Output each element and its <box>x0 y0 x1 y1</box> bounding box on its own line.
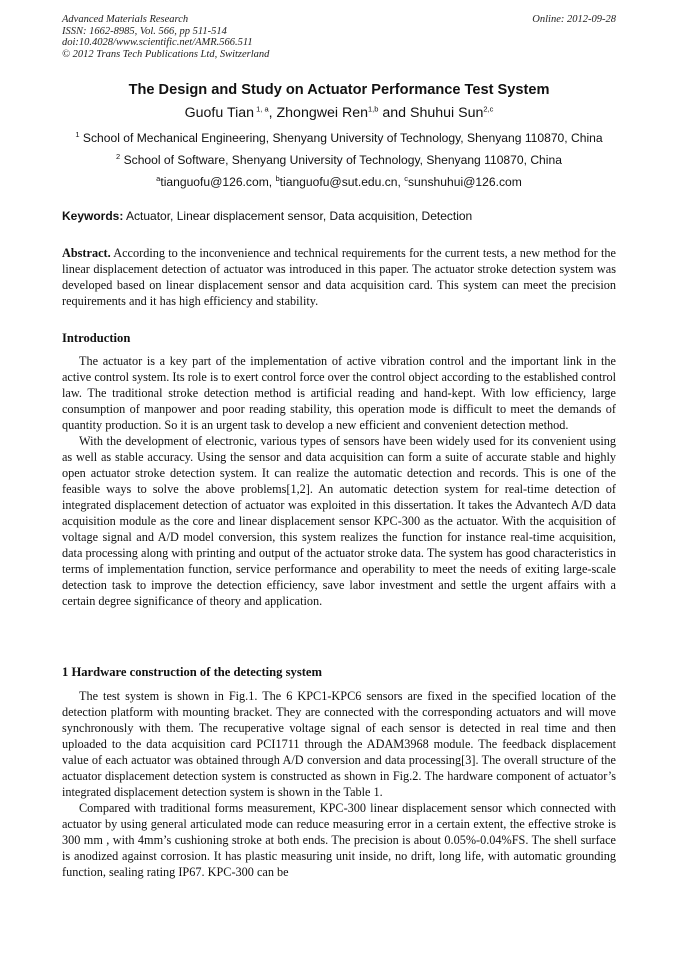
author-name: Shuhui Sun <box>410 105 484 121</box>
abstract-label: Abstract. <box>62 246 111 260</box>
affiliation-2 <box>0 153 678 167</box>
abstract-text: According to the inconvenience and technical requirements for the current tests, a new method for the linear displacement detection of actuator was introduced in this paper. The actuator stroke detection system was developed based on linear displacement sensor and data acquisition card. This system can meet the precision requirements and it has high efficiency and stability. <box>62 246 616 308</box>
author-separator: , <box>268 105 277 121</box>
section-heading-introduction: Introduction <box>62 331 131 345</box>
paragraph: The actuator is a key part of the implementation of active vibration control and the important link in the active control system. Its role is to exert control force over the control object according to the established control law. The traditional stroke detection method is artificial reading and hand-kept. With low efficiency, large consumption of manpower and poor reading stability, this operation mode is difficult to meet the demands of quantity production. So it is an urgent task to develop a new efficient and convenient detection method. <box>62 354 616 432</box>
author-emails <box>0 175 678 189</box>
email-address[interactable]: tianguofu@126.com, <box>160 175 276 189</box>
email-address[interactable]: tianguofu@sut.edu.cn, <box>279 175 405 189</box>
affiliation-text: School of Software, Shenyang University of Technology, Shenyang 110870, China <box>120 153 562 167</box>
affiliation-1 <box>0 131 678 145</box>
online-date: Online: 2012-09-28 <box>532 14 616 25</box>
doi-line[interactable]: doi:10.4028/www.scientific.net/AMR.566.511 <box>62 37 253 48</box>
section-heading-hardware: 1 Hardware construction of the detecting system <box>62 665 322 679</box>
email-address[interactable]: sunshuhui@126.com <box>408 175 522 189</box>
email-mark: c <box>404 173 408 183</box>
keywords-text: Actuator, Linear displacement sensor, Data acquisition, Detection <box>123 209 473 223</box>
email-mark: b <box>275 173 280 183</box>
copyright-line: © 2012 Trans Tech Publications Ltd, Switzerland <box>62 48 270 60</box>
paragraph: Compared with traditional forms measurement, KPC-300 linear displacement sensor which connected with actuator by using general articulated mode can reduce measuring error in a certain extent, the effective stroke is 300 mm , with 4mm’s cushioning stroke at both ends. The precision is about 0.05%-0.04%FS. The shell surface is anodized against corrosion. It has plastic measuring unit inside, no drift, long life, with automatic grounding function, sealing rating IP67. KPC-300 can be <box>62 801 616 879</box>
affiliation-number: 1 <box>75 129 80 139</box>
abstract <box>62 245 616 309</box>
issn-line: ISSN: 1662-8985, Vol. 566, pp 511-514 <box>62 25 227 37</box>
paper-title: The Design and Study on Actuator Performance Test System <box>128 82 550 98</box>
author-name: Zhongwei Ren <box>276 105 368 121</box>
journal-header <box>62 14 616 60</box>
paragraph: The test system is shown in Fig.1. The 6 KPC1-KPC6 sensors are fixed in the specified location of the detection platform with mounting bracket. They are connected with the corresponding actuators and will move synchronously with them. The recuperative voltage signal of each sensor is detected in real time and then uploaded to the data acquisition card PCI1711 through the ADAM3968 module. The feedback displacement value of each actuator was obtained through A/D conversion and data processing[3]. The overall structure of the actuator displacement detection system is constructed as shown in Fig.2. The hardware component of actuator’s integrated displacement detection system is shown in the Table 1. <box>62 689 616 799</box>
journal-name: Advanced Materials Research <box>62 14 189 25</box>
affiliation-text: School of Mechanical Engineering, Shenyang University of Technology, Shenyang 110870, China <box>79 131 603 145</box>
author-affil-mark: 2,c <box>483 104 494 114</box>
affiliation-number: 2 <box>116 151 121 161</box>
keywords-label: Keywords: <box>62 209 124 223</box>
keywords <box>62 209 616 223</box>
author-affil-mark: 1,b <box>368 104 379 114</box>
author-separator: and <box>378 105 410 121</box>
introduction-body <box>62 353 616 609</box>
author-list <box>0 105 678 121</box>
paragraph: With the development of electronic, various types of sensors have been widely used for its convenient using as well as stable accuracy. Using the sensor and data acquisition can form a suite of accurate stable and highly open actuator stroke detection system. It can realize the automatic detection and records. This is one of the feasible ways to solve the above problems[1,2]. An automatic detection system for real-time detection of integrated displacement detection of actuator was exploited in this dissertation. It takes the Advantech A/D data acquisition module as the core and linear displacement sensor KPC-300 as the actuator. With the acquisition of voltage signal and A/D model conversion, this system realizes the function for instance real-time acquisition, data processing along with printing and output of the actuator stroke data. The system has good characteristics in terms of implementation function, service performance and operability to meet the needs of exiting large-scale detection task to improve the detection efficiency, save labor investment and settle the urgent affairs with a certain degree significance of theory and application. <box>62 434 616 608</box>
author-name: Guofu Tian <box>184 105 255 121</box>
email-mark: a <box>156 173 161 183</box>
author-affil-mark: 1, a <box>254 104 269 114</box>
hardware-body <box>62 688 616 880</box>
